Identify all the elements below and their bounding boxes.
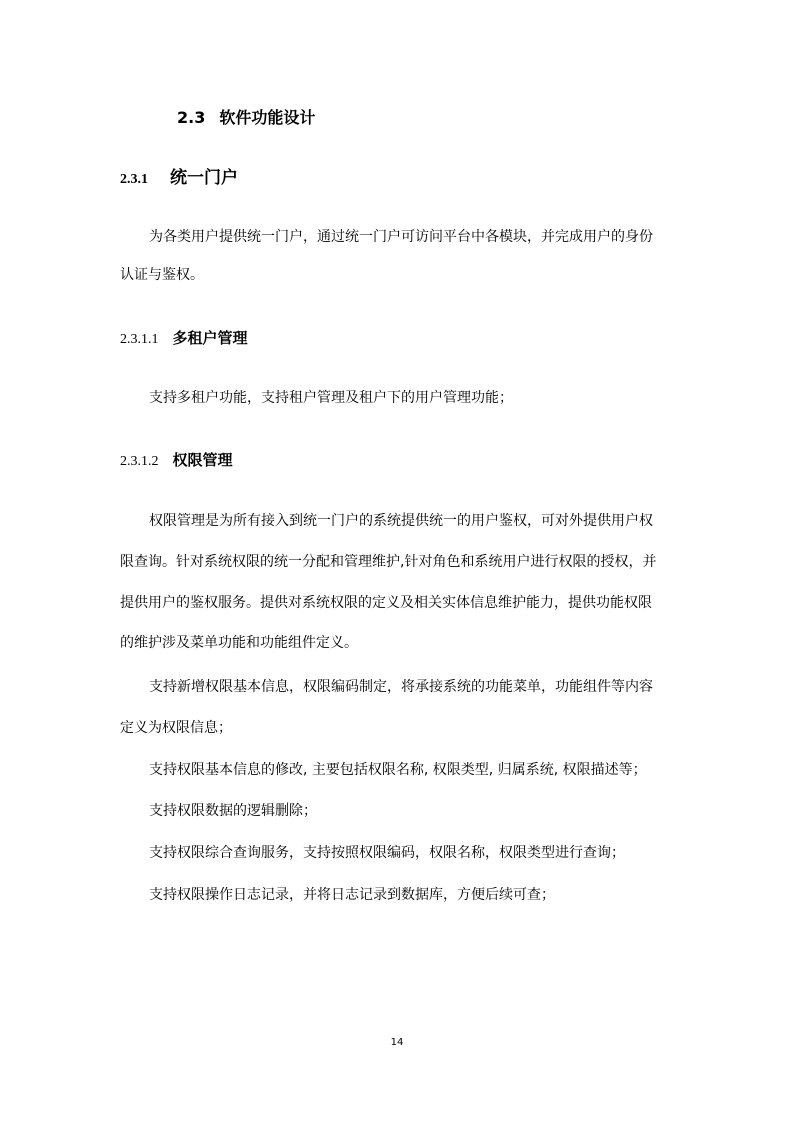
- permission-number: 2.3.1.2: [120, 454, 159, 469]
- multi-tenant-title: 多租户管理: [172, 329, 248, 347]
- permission-heading: [120, 450, 233, 472]
- section-number: 2.3: [177, 108, 206, 127]
- permission-item-2: 支持权限数据的逻辑删除；: [149, 803, 317, 819]
- multi-tenant-heading: [120, 328, 248, 350]
- permission-para1-line-4: 的维护涉及菜单功能和功能组件定义。: [120, 635, 358, 651]
- permission-item-3: 支持权限综合查询服务，支持按照权限编码，权限名称，权限类型进行查询；: [149, 845, 625, 861]
- permission-item-4: 支持权限操作日志记录，并将日志记录到数据库，方便后续可查；: [149, 887, 555, 903]
- intro-paragraph-line-2: 认证与鉴权。: [120, 267, 204, 283]
- section-title: 软件功能设计: [219, 108, 316, 127]
- page-number: 14: [390, 1037, 404, 1048]
- subsection-number: 2.3.1: [120, 172, 148, 187]
- permission-para1-line-1: 权限管理是为所有接入到统一门户的系统提供统一的用户鉴权，可对外提供用户权: [149, 513, 653, 529]
- multi-tenant-text: 支持多租户功能，支持租户管理及租户下的用户管理功能；: [149, 390, 513, 406]
- permission-item-1: 支持权限基本信息的修改, 主要包括权限名称, 权限类型, 归属系统, 权限描述等；: [149, 762, 647, 778]
- intro-paragraph-line-1: 为各类用户提供统一门户，通过统一门户可访问平台中各模块，并完成用户的身份: [149, 229, 653, 245]
- section-heading: [177, 106, 315, 130]
- permission-para1-line-2: 限查询。针对系统权限的统一分配和管理维护,针对角色和系统用户进行权限的授权，并: [120, 554, 657, 570]
- permission-title: 权限管理: [172, 451, 233, 469]
- subsection-title: 统一门户: [170, 168, 238, 188]
- multi-tenant-number: 2.3.1.1: [120, 332, 159, 347]
- permission-para1-line-3: 提供用户的鉴权服务。提供对系统权限的定义及相关实体信息维护能力，提供功能权限: [120, 595, 652, 611]
- permission-para2-line-1: 支持新增权限基本信息，权限编码制定，将承接系统的功能菜单，功能组件等内容: [149, 679, 653, 695]
- permission-para2-line-2: 定义为权限信息；: [120, 720, 232, 736]
- subsection-heading: [120, 166, 238, 192]
